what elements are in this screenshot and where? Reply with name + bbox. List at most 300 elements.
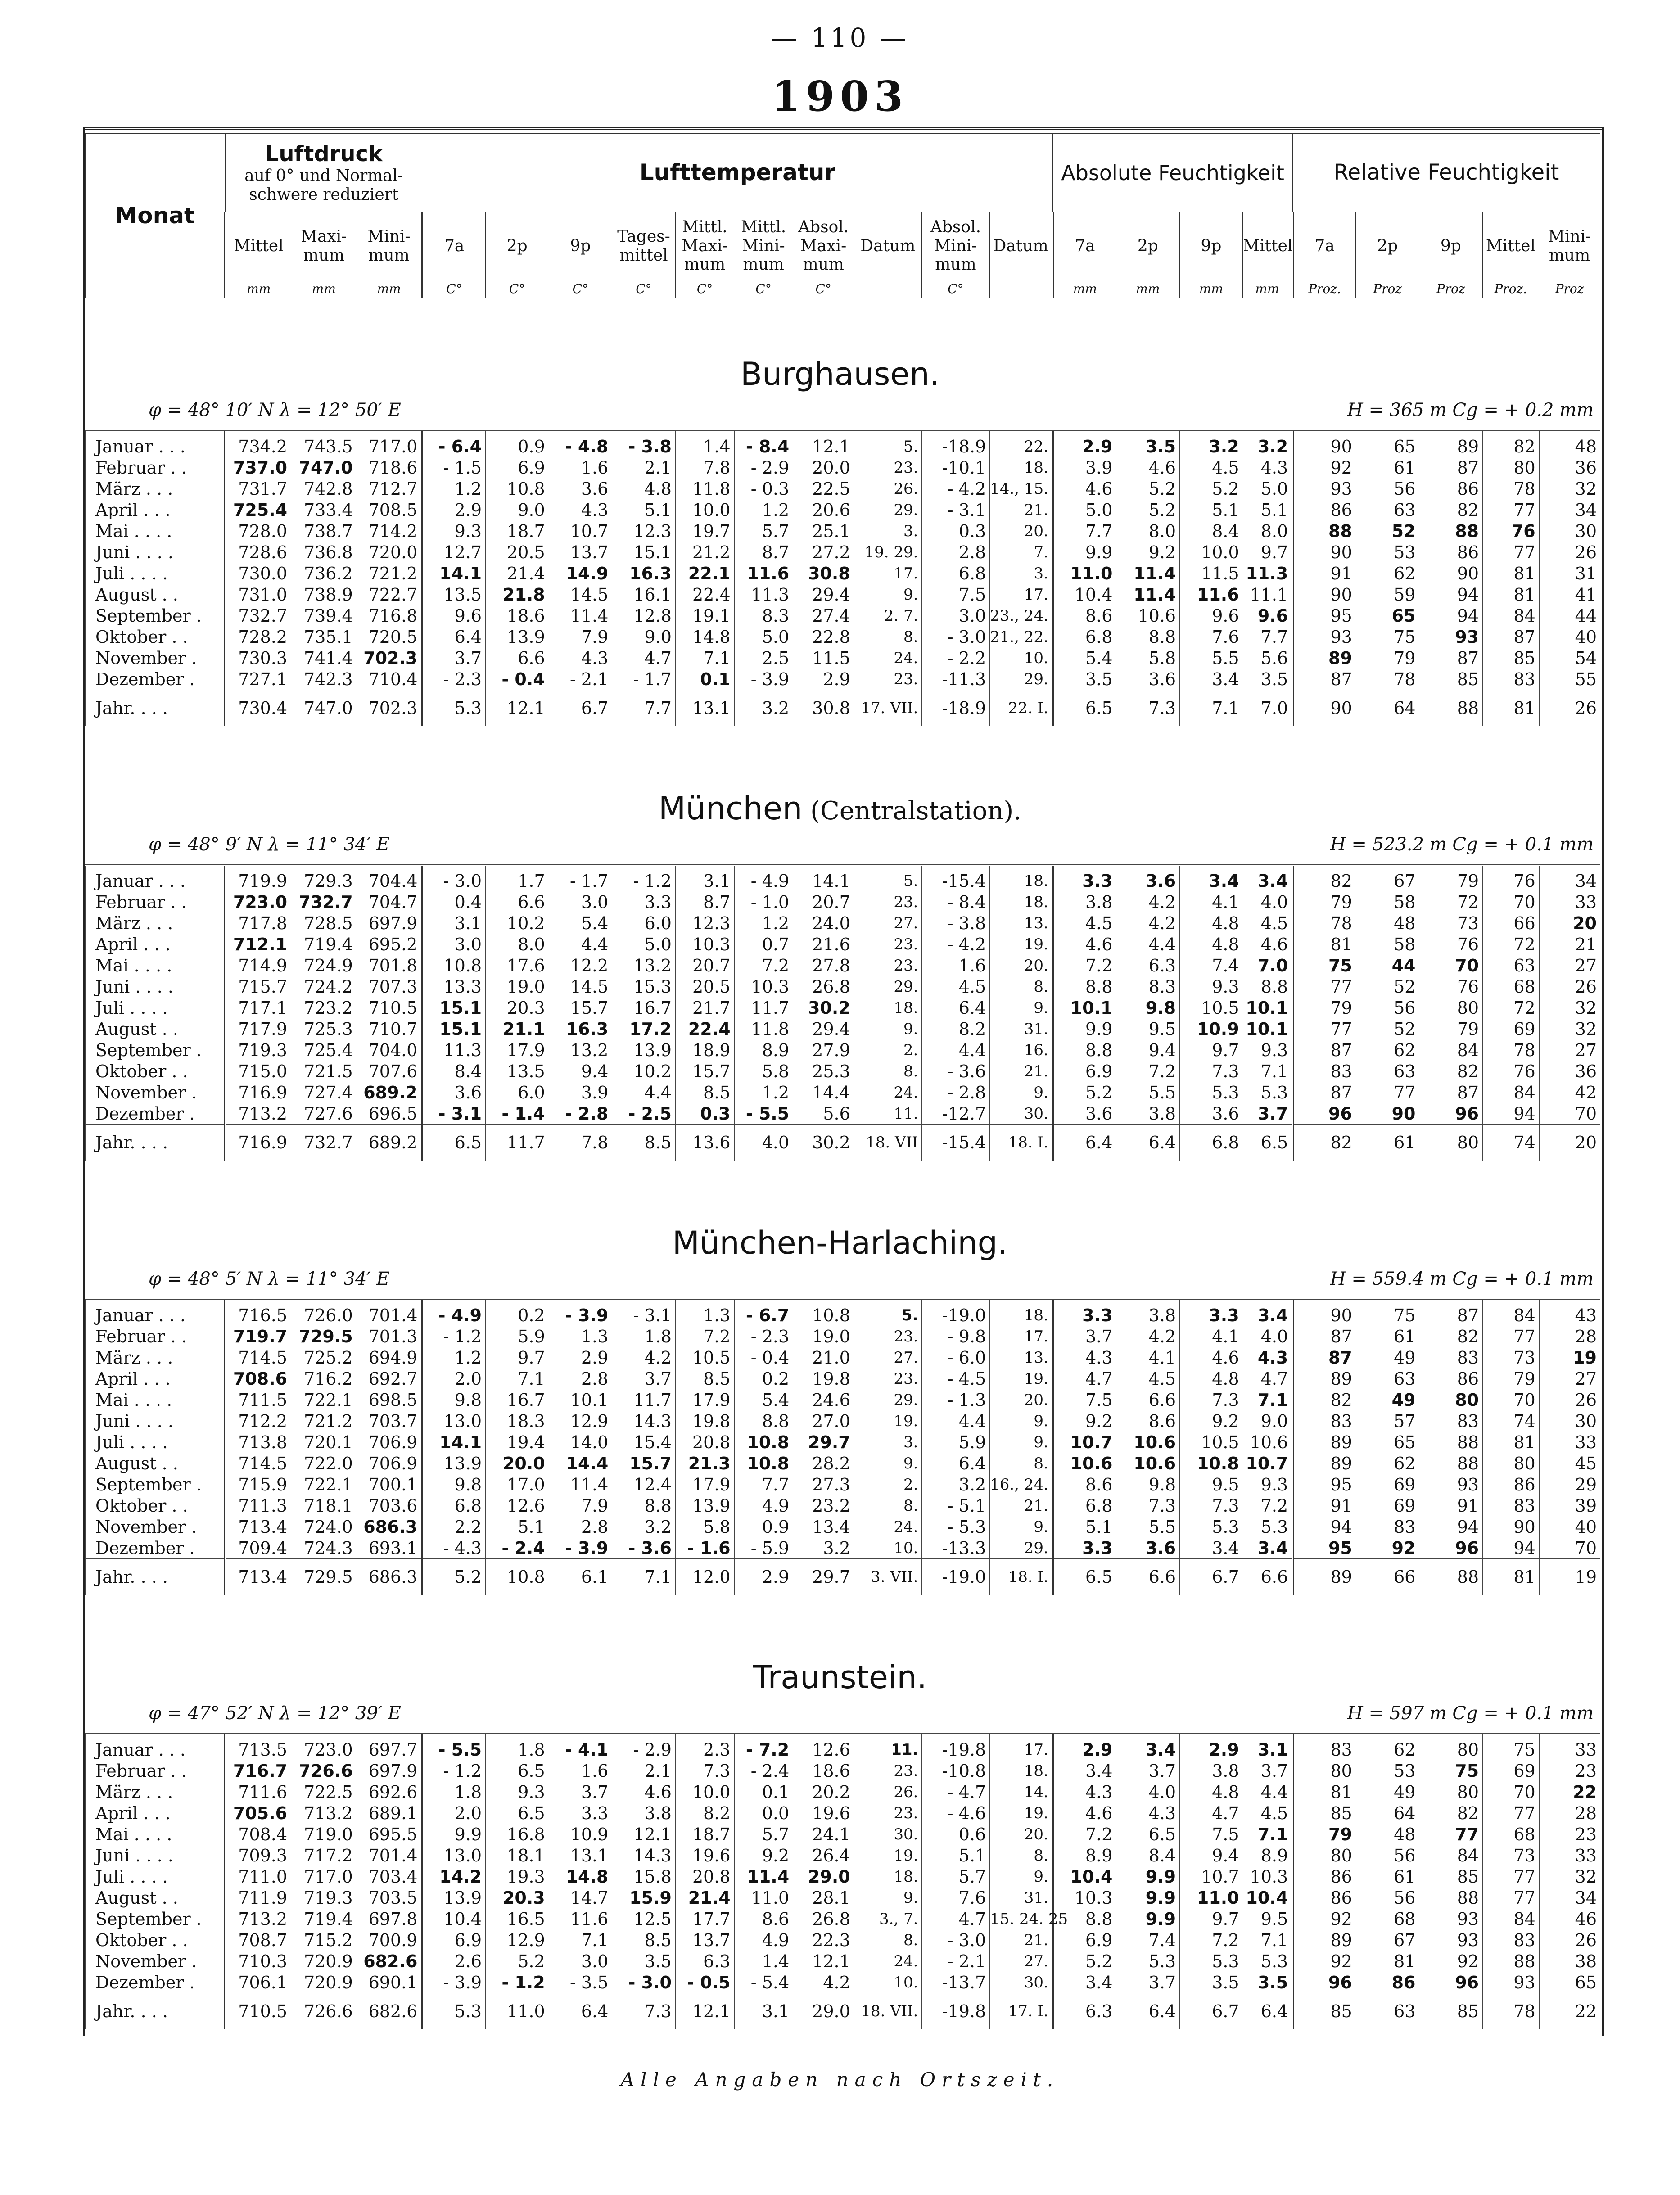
table-cell: 6.8 — [1053, 626, 1116, 647]
table-cell: - 1.2 — [422, 1326, 486, 1347]
table-cell: 45 — [1539, 1453, 1600, 1474]
table-cell: 9.8 — [1116, 997, 1180, 1018]
table-cell: 0.7 — [734, 934, 793, 955]
section-rule — [85, 864, 1600, 865]
table-cell: 6.6 — [486, 891, 549, 912]
page-number: — 110 — — [771, 23, 909, 53]
table-cell: 15.9 — [612, 1887, 676, 1908]
table-cell: 23. — [854, 955, 922, 976]
table-cell: 7.1 — [1243, 1389, 1293, 1410]
table-cell: 73 — [1419, 912, 1483, 934]
table-cell: 7.3 — [1180, 1389, 1243, 1410]
month-label: Dezember . — [86, 668, 226, 690]
table-cell: 82 — [1419, 1326, 1483, 1347]
month-label: Juli . . . . — [86, 997, 226, 1018]
table-cell: 21.4 — [486, 563, 549, 584]
table-cell: 7.7 — [1243, 626, 1293, 647]
month-label: September . — [86, 1039, 226, 1061]
table-cell: 31. — [990, 1887, 1053, 1908]
table-cell: 9. — [990, 1516, 1053, 1537]
table-row — [86, 1951, 1601, 1972]
table-cell: 18. VII — [854, 1125, 922, 1161]
table-cell: 7.3 — [675, 1760, 734, 1781]
table-cell: 24.6 — [793, 1389, 854, 1410]
table-cell: 6.8 — [1053, 1495, 1116, 1516]
table-cell: 26 — [1539, 976, 1600, 997]
month-label: Juni . . . . — [86, 1410, 226, 1432]
table-cell: - 5.4 — [734, 1972, 793, 1993]
table-cell: 4.9 — [734, 1495, 793, 1516]
table-cell: - 7.2 — [734, 1734, 793, 1760]
table-cell: 10.6 — [1053, 1453, 1116, 1474]
table-cell: 66 — [1356, 1559, 1419, 1595]
table-cell: 3.8 — [1180, 1760, 1243, 1781]
table-cell: 5.3 — [1180, 1082, 1243, 1103]
table-cell: - 3.9 — [549, 1300, 612, 1326]
table-cell: 79 — [1293, 997, 1356, 1018]
table-cell: 87 — [1419, 457, 1483, 478]
table-cell: 10.2 — [612, 1061, 676, 1082]
table-cell: 72 — [1483, 997, 1540, 1018]
table-cell: 703.6 — [357, 1495, 422, 1516]
table-cell: 75 — [1356, 1300, 1419, 1326]
table-cell: 722.0 — [291, 1453, 357, 1474]
table-cell: 3.2 — [1180, 431, 1243, 457]
table-cell: 9.8 — [422, 1474, 486, 1495]
table-cell: 10.6 — [1116, 1432, 1180, 1453]
table-cell: 84 — [1483, 1300, 1540, 1326]
table-cell: - 3.1 — [422, 1103, 486, 1125]
table-cell: - 4.5 — [922, 1368, 990, 1389]
table-cell: 3. — [990, 563, 1053, 584]
table-cell: 92 — [1293, 457, 1356, 478]
table-cell: 20.8 — [675, 1866, 734, 1887]
table-cell: 70 — [1483, 891, 1540, 912]
table-cell: - 4.1 — [549, 1734, 612, 1760]
table-cell: 34 — [1539, 866, 1600, 891]
table-cell: 7.3 — [1180, 1495, 1243, 1516]
year-total-row — [86, 690, 1601, 727]
table-row — [86, 1039, 1601, 1061]
table-cell: 0.2 — [486, 1300, 549, 1326]
table-cell: 700.9 — [357, 1929, 422, 1951]
table-cell: 3.5 — [1053, 668, 1116, 690]
month-label: August . . — [86, 1018, 226, 1039]
table-cell: 3.1 — [422, 912, 486, 934]
table-cell: 86 — [1356, 1972, 1419, 1993]
station-height: H = 559.4 m Cg = + 0.1 mm — [1330, 1269, 1594, 1289]
top-rule — [83, 127, 1602, 130]
table-cell: - 5.9 — [734, 1537, 793, 1559]
table-cell: 11.3 — [1243, 563, 1293, 584]
station-subtitle: (Centralstation). — [802, 796, 1022, 826]
table-cell: 56 — [1356, 1887, 1419, 1908]
table-cell: 96 — [1419, 1537, 1483, 1559]
table-cell: 19.6 — [675, 1845, 734, 1866]
table-cell: 5.4 — [734, 1389, 793, 1410]
table-cell: 8. — [854, 1929, 922, 1951]
table-cell: 5.2 — [486, 1951, 549, 1972]
table-cell: 686.3 — [357, 1559, 422, 1595]
table-cell: 3.4 — [1053, 1972, 1116, 1993]
table-cell: 9.9 — [1053, 542, 1116, 563]
table-cell: 28 — [1539, 1802, 1600, 1824]
station-coordinates: φ = 48° 10′ N λ = 12° 50′ E — [149, 400, 401, 420]
table-cell: 8.5 — [612, 1929, 676, 1951]
table-cell: 94 — [1483, 1103, 1540, 1125]
table-cell: 16.5 — [486, 1908, 549, 1929]
table-cell: 21. — [990, 499, 1053, 520]
table-cell: 7.1 — [1243, 1824, 1293, 1845]
table-cell: 20.3 — [486, 997, 549, 1018]
table-cell: 9.2 — [1116, 542, 1180, 563]
table-cell: 32 — [1539, 997, 1600, 1018]
month-label: Januar . . . — [86, 866, 226, 891]
table-cell: 27.4 — [793, 605, 854, 626]
table-cell: 14.1 — [422, 563, 486, 584]
table-cell: 6.4 — [922, 1453, 990, 1474]
table-cell: 70 — [1539, 1537, 1600, 1559]
column-label: Absol. Maxi-mum — [793, 212, 854, 280]
table-cell: 17.7 — [675, 1908, 734, 1929]
table-row — [86, 1474, 1601, 1495]
table-cell: 27.8 — [793, 955, 854, 976]
month-label: Juli . . . . — [86, 563, 226, 584]
table-cell: 10.7 — [1180, 1866, 1243, 1887]
table-cell: 5.6 — [793, 1103, 854, 1125]
table-cell: 0.6 — [922, 1824, 990, 1845]
table-cell: 23. — [854, 891, 922, 912]
table-cell: 9. — [854, 1018, 922, 1039]
table-cell: 8.0 — [1116, 520, 1180, 542]
table-cell: - 1.2 — [486, 1972, 549, 1993]
table-cell: 7.1 — [1180, 690, 1243, 727]
table-cell: 4.7 — [612, 647, 676, 668]
table-cell: 720.9 — [291, 1972, 357, 1993]
table-cell: 80 — [1293, 1760, 1356, 1781]
table-cell: 1.7 — [486, 866, 549, 891]
table-cell: 5.3 — [1116, 1951, 1180, 1972]
table-cell: 0.9 — [734, 1516, 793, 1537]
table-cell: 3.3 — [612, 891, 676, 912]
table-cell: - 9.8 — [922, 1326, 990, 1347]
table-cell: 1.2 — [422, 1347, 486, 1368]
table-cell: 21.3 — [675, 1453, 734, 1474]
table-cell: 29. — [990, 668, 1053, 690]
table-cell: 30.2 — [793, 1125, 854, 1161]
table-cell: 11.0 — [1053, 563, 1116, 584]
table-cell: 24. — [854, 1516, 922, 1537]
table-cell: 90 — [1293, 542, 1356, 563]
table-cell: 7.8 — [675, 457, 734, 478]
table-cell: 729.5 — [291, 1559, 357, 1595]
table-cell: 730.4 — [226, 690, 291, 727]
table-cell: 1.8 — [612, 1326, 676, 1347]
table-cell: 91 — [1419, 1495, 1483, 1516]
table-cell: 7.7 — [612, 690, 676, 727]
column-header — [85, 133, 1600, 298]
table-cell: 11.4 — [549, 605, 612, 626]
table-cell: 721.2 — [357, 563, 422, 584]
table-cell: 22. I. — [990, 690, 1053, 727]
table-cell: 63 — [1483, 955, 1540, 976]
month-label: Jahr. . . . — [86, 1559, 226, 1595]
table-cell: 713.4 — [226, 1559, 291, 1595]
table-cell: 30.8 — [793, 690, 854, 727]
table-cell: 5.2 — [422, 1559, 486, 1595]
table-cell: 54 — [1539, 647, 1600, 668]
table-cell: 94 — [1419, 584, 1483, 605]
table-cell: 6.4 — [1243, 1993, 1293, 2030]
unit-label: C° — [485, 280, 549, 298]
table-cell: 13.7 — [675, 1929, 734, 1951]
table-cell: 4.4 — [549, 934, 612, 955]
table-cell: 93 — [1483, 1972, 1540, 1993]
table-cell: 701.4 — [357, 1845, 422, 1866]
table-cell: 33 — [1539, 1845, 1600, 1866]
table-cell: 69 — [1356, 1495, 1419, 1516]
table-cell: 697.7 — [357, 1734, 422, 1760]
table-cell: 9.4 — [1180, 1845, 1243, 1866]
table-cell: 4.6 — [1116, 457, 1180, 478]
table-cell: 4.3 — [1053, 1347, 1116, 1368]
table-cell: 16.3 — [549, 1018, 612, 1039]
table-cell: 6.7 — [1180, 1559, 1243, 1595]
table-cell: 719.4 — [291, 934, 357, 955]
table-cell: 20.0 — [486, 1453, 549, 1474]
table-cell: 1.4 — [734, 1951, 793, 1972]
table-cell: 11.3 — [422, 1039, 486, 1061]
table-cell: 6.7 — [1180, 1993, 1243, 2030]
table-cell: 702.3 — [357, 690, 422, 727]
unit-label: mm — [291, 280, 357, 298]
table-cell: 1.3 — [675, 1300, 734, 1326]
station-coordinates: φ = 48° 5′ N λ = 11° 34′ E — [149, 1269, 390, 1289]
table-cell: 19.0 — [793, 1326, 854, 1347]
table-cell: 4.6 — [1053, 1802, 1116, 1824]
table-cell: 703.5 — [357, 1887, 422, 1908]
table-cell: 9.3 — [486, 1781, 549, 1802]
table-cell: 33 — [1539, 1734, 1600, 1760]
table-cell: 6.5 — [422, 1125, 486, 1161]
table-cell: 11.8 — [675, 478, 734, 499]
month-label: Januar . . . — [86, 1300, 226, 1326]
table-cell: 19.8 — [675, 1410, 734, 1432]
table-row — [86, 1347, 1601, 1368]
table-cell: 13.5 — [486, 1061, 549, 1082]
section-rule — [85, 430, 1600, 431]
station-title — [0, 1659, 1680, 1696]
table-cell: 2.5 — [734, 647, 793, 668]
table-cell: 1.2 — [734, 499, 793, 520]
table-cell: 726.0 — [291, 1300, 357, 1326]
table-cell: 7.8 — [549, 1125, 612, 1161]
table-cell: 5.3 — [1243, 1516, 1293, 1537]
table-cell: 692.6 — [357, 1781, 422, 1802]
table-cell: 20.5 — [675, 976, 734, 997]
table-cell: 29 — [1539, 1474, 1600, 1495]
table-cell: 96 — [1419, 1103, 1483, 1125]
table-cell: 706.9 — [357, 1453, 422, 1474]
column-label: 9p — [549, 212, 612, 280]
section-rule — [85, 1299, 1600, 1300]
table-cell: 94 — [1419, 605, 1483, 626]
table-row — [86, 1760, 1601, 1781]
table-cell: 63 — [1356, 1993, 1419, 2030]
table-cell: 84 — [1483, 605, 1540, 626]
table-cell: 14.4 — [793, 1082, 854, 1103]
table-cell: 3.2 — [922, 1474, 990, 1495]
table-cell: 73 — [1483, 1845, 1540, 1866]
table-cell: 739.4 — [291, 605, 357, 626]
table-cell: 32 — [1539, 1866, 1600, 1887]
table-cell: 6.6 — [486, 647, 549, 668]
month-label: Oktober . . — [86, 1495, 226, 1516]
table-cell: 9.7 — [486, 1347, 549, 1368]
table-cell: 5.3 — [1180, 1951, 1243, 1972]
table-cell: 21 — [1539, 934, 1600, 955]
table-cell: 84 — [1419, 1039, 1483, 1061]
table-cell: - 4.2 — [922, 934, 990, 955]
table-cell: 722.1 — [291, 1389, 357, 1410]
table-cell: 18.7 — [486, 520, 549, 542]
table-cell: 3.9 — [1053, 457, 1116, 478]
column-label: 9p — [1179, 212, 1243, 280]
table-cell: 56 — [1356, 1845, 1419, 1866]
table-cell: 11.0 — [734, 1887, 793, 1908]
table-cell: 731.7 — [226, 478, 291, 499]
month-label: März . . . — [86, 1347, 226, 1368]
table-cell: 8.7 — [734, 542, 793, 563]
table-cell: - 3.6 — [612, 1537, 676, 1559]
table-cell: 27. — [854, 1347, 922, 1368]
table-row — [86, 1516, 1601, 1537]
table-cell: 5.3 — [422, 690, 486, 727]
table-cell: -15.4 — [922, 866, 990, 891]
table-cell: 0.3 — [922, 520, 990, 542]
table-cell: 3.8 — [612, 1802, 676, 1824]
month-label: Mai . . . . — [86, 1389, 226, 1410]
table-cell: 14.3 — [612, 1845, 676, 1866]
table-cell: 40 — [1539, 1516, 1600, 1537]
table-cell: 31 — [1539, 563, 1600, 584]
station-coordinates: φ = 47° 52′ N λ = 12° 39′ E — [149, 1703, 401, 1724]
table-cell: 18. I. — [990, 1125, 1053, 1161]
station-table — [85, 1300, 1600, 1595]
table-cell: 697.9 — [357, 1760, 422, 1781]
table-cell: 689.2 — [357, 1125, 422, 1161]
station-height: H = 365 m Cg = + 0.2 mm — [1347, 400, 1594, 420]
table-cell: 5.6 — [1243, 647, 1293, 668]
table-cell: 1.2 — [422, 478, 486, 499]
table-cell: 13.9 — [612, 1039, 676, 1061]
table-cell: 5. — [854, 1300, 922, 1326]
table-cell: 18.1 — [486, 1845, 549, 1866]
table-cell: 22.1 — [675, 563, 734, 584]
table-cell: 79 — [1293, 891, 1356, 912]
table-cell: 18. — [854, 997, 922, 1018]
table-cell: 44 — [1356, 955, 1419, 976]
table-cell: 86 — [1419, 1368, 1483, 1389]
table-cell: - 3.9 — [422, 1972, 486, 1993]
table-cell: 6.5 — [1053, 690, 1116, 727]
table-cell: 695.5 — [357, 1824, 422, 1845]
table-cell: 5.3 — [422, 1993, 486, 2030]
table-cell: 12.6 — [486, 1495, 549, 1516]
table-cell: 79 — [1419, 1018, 1483, 1039]
table-cell: 26 — [1539, 1389, 1600, 1410]
table-cell: 3. — [854, 520, 922, 542]
table-cell: 86 — [1483, 1474, 1540, 1495]
table-cell: 4.3 — [549, 647, 612, 668]
table-cell: 4.6 — [1180, 1347, 1243, 1368]
table-cell: 81 — [1483, 584, 1540, 605]
table-row — [86, 1495, 1601, 1516]
table-cell: 52 — [1356, 520, 1419, 542]
table-cell: 62 — [1356, 1734, 1419, 1760]
unit-label: C° — [549, 280, 612, 298]
table-cell: 10.4 — [1053, 584, 1116, 605]
table-cell: 7.0 — [1243, 955, 1293, 976]
table-cell: 5.5 — [1116, 1516, 1180, 1537]
table-cell: 8.0 — [1243, 520, 1293, 542]
table-cell: 13.1 — [675, 690, 734, 727]
table-cell: 10.8 — [1180, 1453, 1243, 1474]
table-cell: 723.0 — [226, 891, 291, 912]
table-cell: 3.4 — [1243, 1300, 1293, 1326]
table-cell: 87 — [1293, 1326, 1356, 1347]
table-cell: 10.8 — [422, 955, 486, 976]
unit-label: C° — [675, 280, 734, 298]
table-cell: 53 — [1356, 542, 1419, 563]
table-cell: 12.4 — [612, 1474, 676, 1495]
table-cell: 18.6 — [793, 1760, 854, 1781]
header-lufttemperatur: Lufttemperatur — [422, 134, 1053, 212]
table-cell: 13.7 — [549, 542, 612, 563]
table-cell: 17.9 — [486, 1039, 549, 1061]
table-row — [86, 1802, 1601, 1824]
table-cell: 10.7 — [1243, 1453, 1293, 1474]
table-cell: 729.3 — [291, 866, 357, 891]
table-cell: 4.5 — [1243, 1802, 1293, 1824]
table-cell: 14., 15. — [990, 478, 1053, 499]
table-cell: 3.8 — [1116, 1103, 1180, 1125]
table-cell: 728.5 — [291, 912, 357, 934]
table-cell: 87 — [1419, 1082, 1483, 1103]
table-cell: 2.9 — [422, 499, 486, 520]
table-cell: 711.5 — [226, 1389, 291, 1410]
table-cell: 85 — [1419, 668, 1483, 690]
table-cell: 7.0 — [1243, 690, 1293, 727]
table-cell: 13.3 — [422, 976, 486, 997]
table-cell: 3.0 — [922, 605, 990, 626]
table-cell: 4.3 — [1053, 1781, 1116, 1802]
table-cell: 4.2 — [1116, 1326, 1180, 1347]
table-cell: 10.8 — [793, 1300, 854, 1326]
column-label: 7a — [1053, 212, 1116, 280]
table-cell: 7.2 — [1116, 1061, 1180, 1082]
table-cell: 24. — [854, 647, 922, 668]
table-cell: 31. — [990, 1018, 1053, 1039]
table-cell: 710.3 — [226, 1951, 291, 1972]
table-cell: 4.9 — [734, 1929, 793, 1951]
table-cell: 26. — [854, 1781, 922, 1802]
table-cell: 87 — [1419, 647, 1483, 668]
table-cell: 10.9 — [1180, 1018, 1243, 1039]
table-cell: 695.2 — [357, 934, 422, 955]
table-cell: 21. — [990, 1929, 1053, 1951]
table-cell: 61 — [1356, 1866, 1419, 1887]
